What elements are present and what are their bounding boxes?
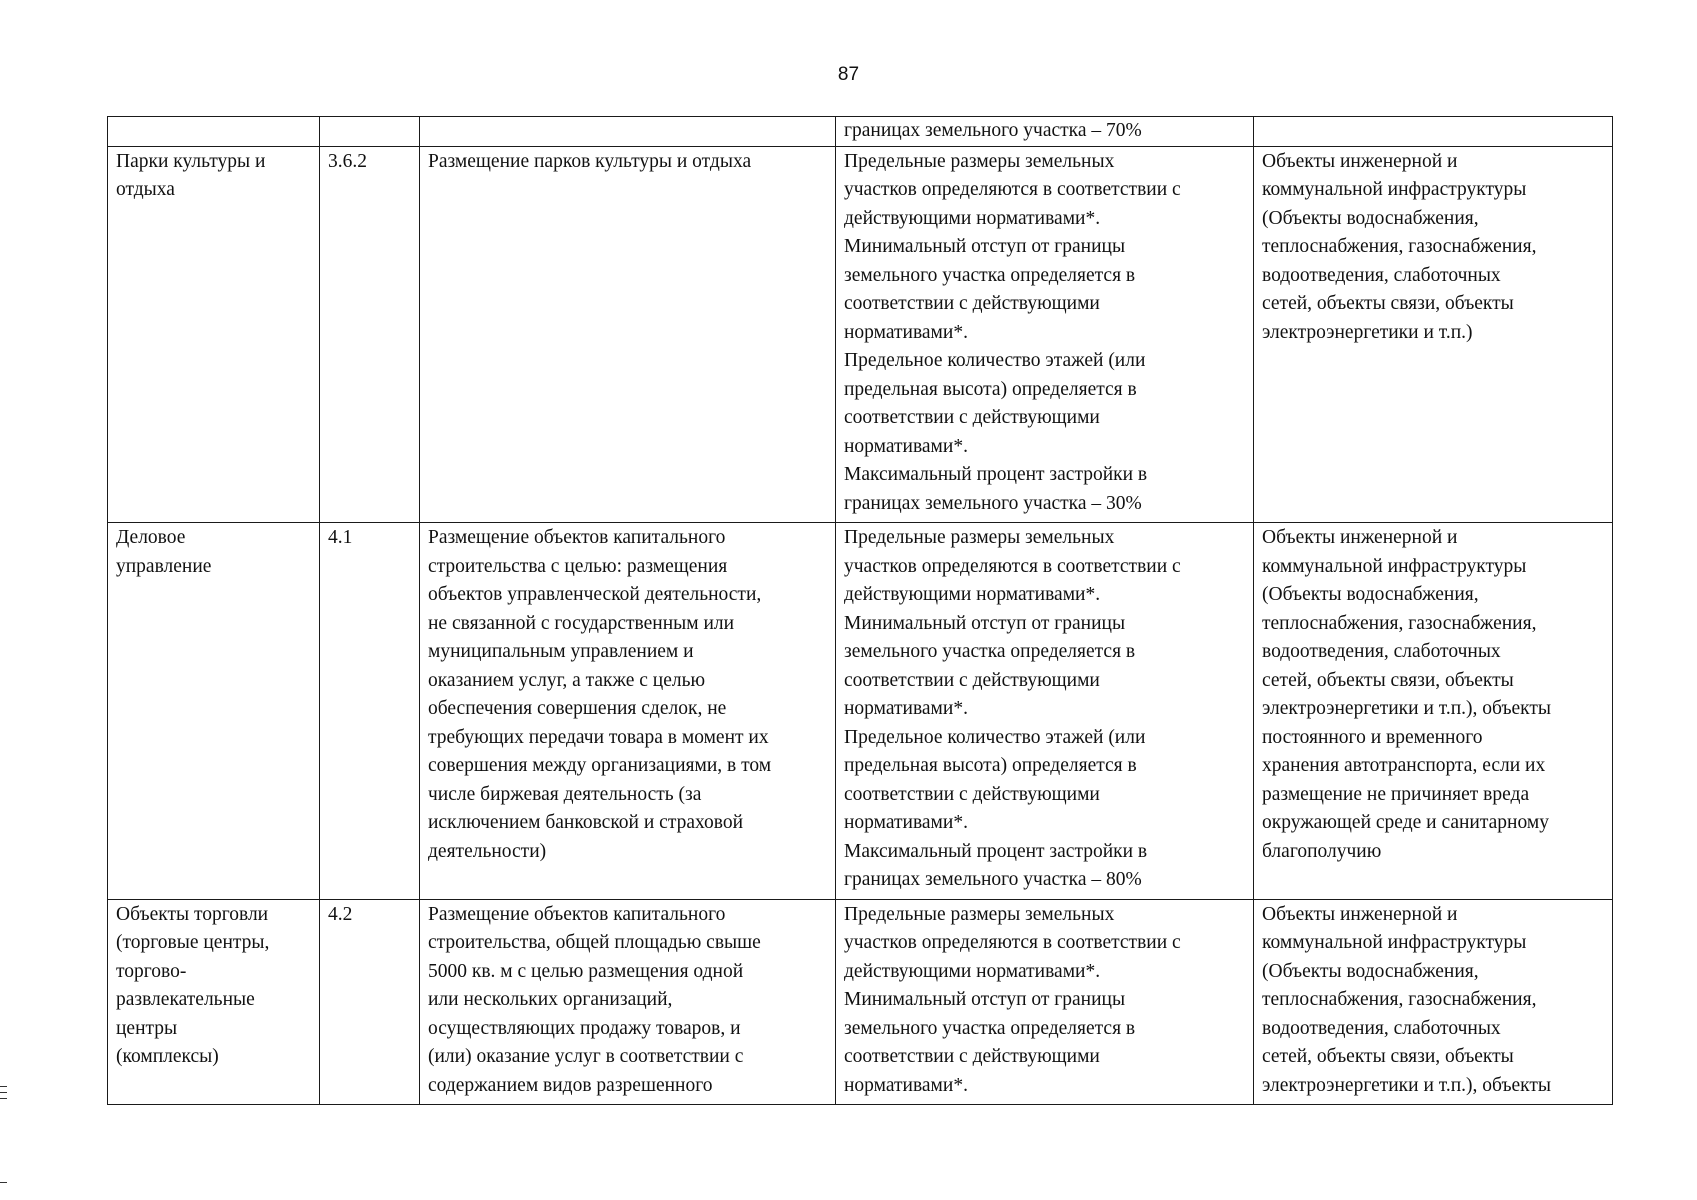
- cell-aux: Объекты инженерной и коммунальной инфраструктуры (Объекты водоснабжения, теплоснабжения, газоснабжения, водоотведения, слаботочных сетей, объекты связи, объекты электроэнергетики и т.п.), объекты постоянного и временного хранения автотранспорта, если их размещение не причиняет вреда окружающей среде и санитарному благополучию: [1254, 523, 1613, 900]
- cell-params: Предельные размеры земельных участков определяются в соответствии с действующими нормативами*. Минимальный отступ от границы земельного участка определяется в соответствии с действующими нормативами*. Предельное количество этажей (или предельная высота) определяется в соответствии с действующими нормативами*. Максимальный процент застройки в границах земельного участка – 30%: [836, 146, 1254, 523]
- cell-description: [420, 117, 836, 147]
- cell-params: Предельные размеры земельных участков определяются в соответствии с действующими нормативами*. Минимальный отступ от границы земельного участка определяется в соответствии с действующими нормативами*.: [836, 899, 1254, 1105]
- scan-edge-mark: [0, 1098, 7, 1099]
- page-number: 87: [837, 64, 860, 85]
- cell-aux: Объекты инженерной и коммунальной инфраструктуры (Объекты водоснабжения, теплоснабжения, газоснабжения, водоотведения, слаботочных сетей, объекты связи, объекты электроэнергетики и т.п.), объекты: [1254, 899, 1613, 1105]
- cell-params: Предельные размеры земельных участков определяются в соответствии с действующими нормативами*. Минимальный отступ от границы земельного участка определяется в соответствии с действующими нормативами*. Предельное количество этажей (или предельная высота) определяется в соответствии с действующими нормативами*. Максимальный процент застройки в границах земельного участка – 80%: [836, 523, 1254, 900]
- table-row-continuation: [108, 117, 1613, 147]
- cell-name: Парки культуры и отдыха: [108, 146, 320, 523]
- cell-code: [320, 117, 420, 147]
- cell-code: 4.1: [320, 523, 420, 900]
- cell-name: Объекты торговли (торговые центры, торгово- развлекательные центры (комплексы): [108, 899, 320, 1105]
- cell-name: Деловое управление: [108, 523, 320, 900]
- cell-params: границах земельного участка – 70%: [836, 117, 1254, 147]
- cell-code: 4.2: [320, 899, 420, 1105]
- cell-aux: Объекты инженерной и коммунальной инфраструктуры (Объекты водоснабжения, теплоснабжения, газоснабжения, водоотведения, слаботочных сетей, объекты связи, объекты электроэнергетики и т.п.): [1254, 146, 1613, 523]
- cell-description: Размещение парков культуры и отдыха: [420, 146, 836, 523]
- cell-code: 3.6.2: [320, 146, 420, 523]
- table-row: [108, 146, 1613, 523]
- scan-edge-mark: [0, 1182, 7, 1183]
- scan-edge-mark: [0, 1092, 7, 1093]
- cell-description: Размещение объектов капитального строительства с целью: размещения объектов управленческой деятельности, не связанной с государственным или муниципальным управлением и оказанием услуг, а также с целью обеспечения совершения сделок, не требующих передачи товара в момент их совершения между организациями, в том числе биржевая деятельность (за исключением банковской и страховой деятельности): [420, 523, 836, 900]
- table-row: [108, 523, 1613, 900]
- cell-aux: [1254, 117, 1613, 147]
- table-row: [108, 899, 1613, 1105]
- land-use-table: [107, 116, 1613, 1105]
- cell-description: Размещение объектов капитального строительства, общей площадью свыше 5000 кв. м с целью размещения одной или нескольких организаций, осуществляющих продажу товаров, и (или) оказание услуг в соответствии с содержанием видов разрешенного: [420, 899, 836, 1105]
- cell-name: [108, 117, 320, 147]
- scan-edge-mark: [0, 1086, 7, 1087]
